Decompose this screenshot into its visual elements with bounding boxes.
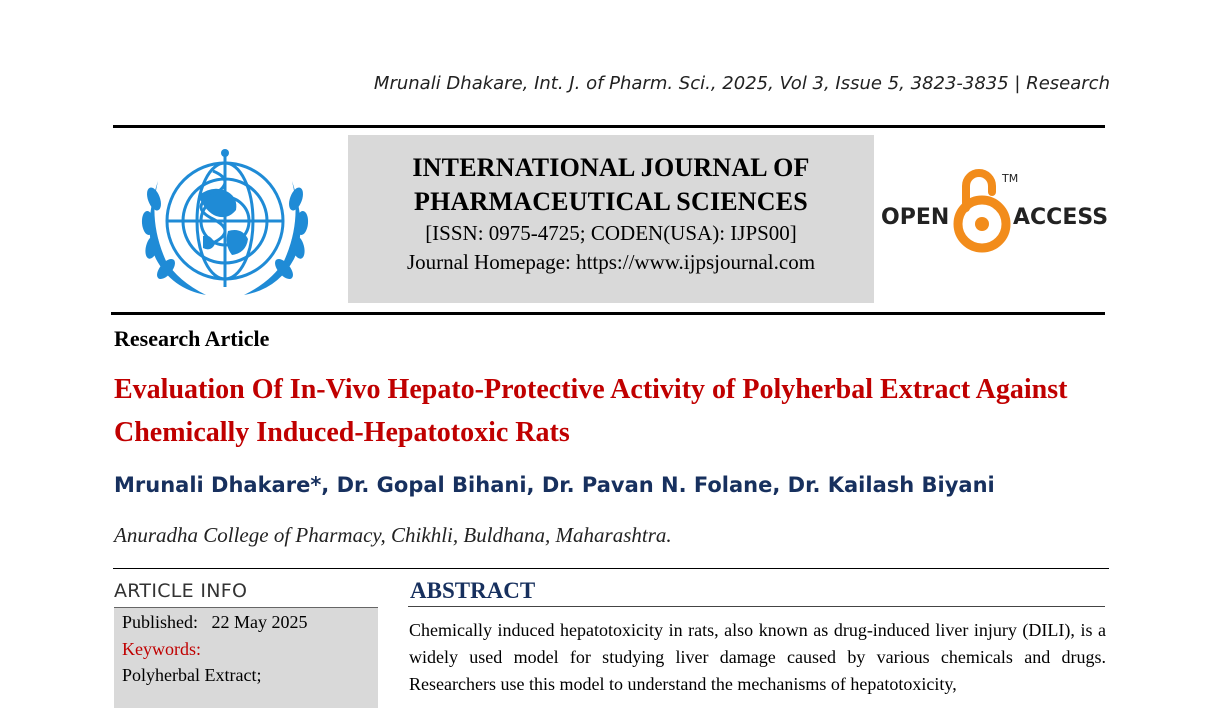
open-access-word-access: ACCESS — [1013, 205, 1108, 230]
header-rule-top — [113, 125, 1105, 128]
article-title: Evaluation Of In-Vivo Hepato-Protective Activity of Polyherbal Extract Against Chemically Induced-Hepatotoxic Rats — [114, 374, 1068, 448]
abstract-heading: ABSTRACT — [410, 578, 536, 603]
journal-title-box — [348, 135, 874, 303]
abstract-rule — [408, 606, 1105, 607]
open-lock-icon — [958, 173, 1006, 248]
journal-name-line1: INTERNATIONAL JOURNAL OF — [412, 153, 810, 182]
journal-homepage[interactable]: Journal Homepage: https://www.ijpsjournal.com — [406, 250, 816, 274]
keyword-item: Polyherbal Extract; — [122, 665, 262, 685]
article-authors: Mrunali Dhakare*, Dr. Gopal Bihani, Dr. Pavan N. Folane, Dr. Kailash Biyani — [114, 473, 995, 497]
journal-name-line2: PHARMACEUTICAL SCIENCES — [414, 187, 808, 216]
article-info-box — [114, 607, 378, 708]
article-affiliation: Anuradha College of Pharmacy, Chikhli, Buldhana, Maharashtra. — [114, 523, 672, 547]
published-row — [122, 612, 308, 633]
article-type: Research Article — [114, 326, 270, 351]
published-label: Published: — [122, 612, 199, 632]
journal-emblem-icon — [128, 141, 322, 307]
open-access-logo — [878, 164, 1108, 256]
open-access-trademark: TM — [1002, 172, 1019, 185]
journal-issn: [ISSN: 0975-4725; CODEN(USA): IJPS00] — [425, 221, 797, 245]
section-divider — [113, 568, 1109, 569]
published-date: 22 May 2025 — [211, 612, 308, 632]
abstract-text: Chemically induced hepatotoxicity in rats, also known as drug-induced liver injury (DILI), is a widely used model for studying liver damage caused by various chemicals and drugs. Researchers use this model to understand the mechanisms of hepatotoxicity, — [409, 620, 1106, 694]
running-head: Mrunali Dhakare, Int. J. of Pharm. Sci., 2025, Vol 3, Issue 5, 3823-3835 | Research — [373, 73, 1110, 94]
keywords-label: Keywords: — [122, 639, 201, 659]
article-info-heading: ARTICLE INFO — [114, 580, 248, 602]
header-rule-bottom — [111, 312, 1105, 315]
open-access-word-open: OPEN — [881, 205, 950, 230]
